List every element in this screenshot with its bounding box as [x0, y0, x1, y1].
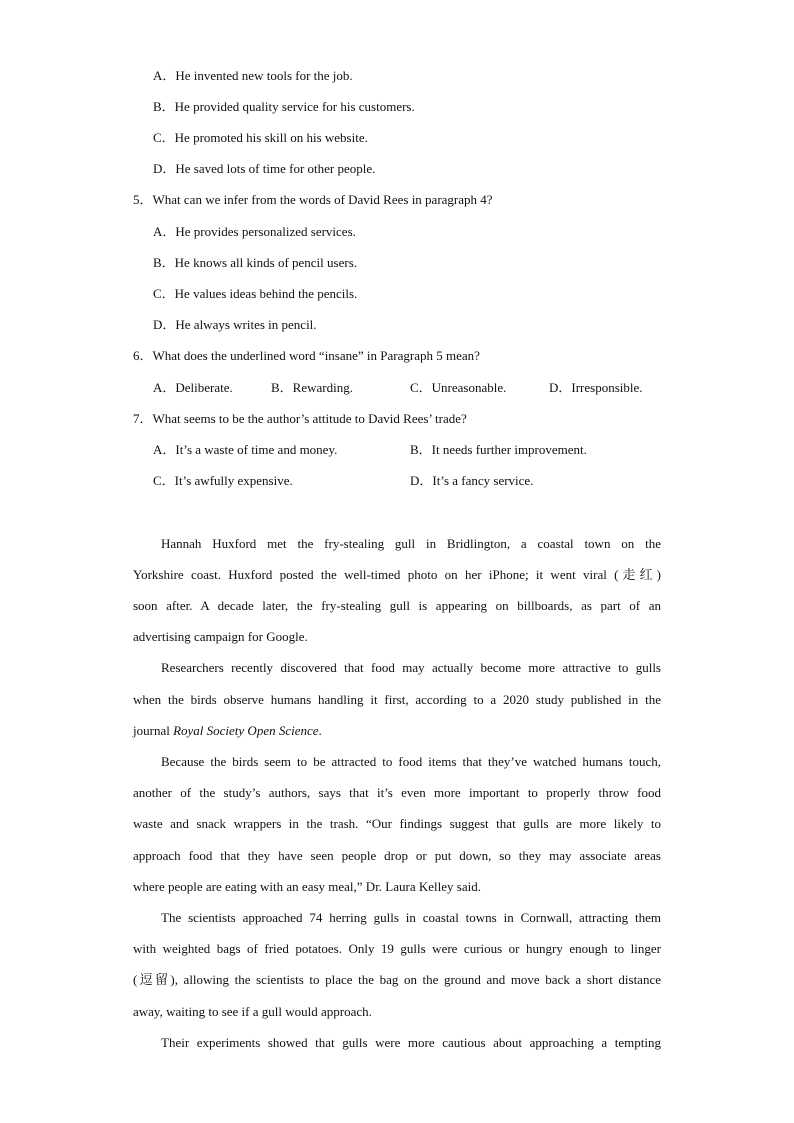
passage-line: Because the birds seem to be attracted to food items that they’ve watched humans touch, — [161, 754, 661, 769]
q4-option-d: D．He saved lots of time for other people. — [153, 161, 376, 176]
passage-line: with weighted bags of fried potatoes. Only 19 gulls were curious or hungry enough to linger — [133, 941, 661, 956]
q6-option-d: D．Irresponsible. — [549, 380, 643, 395]
q6-question: 6．What does the underlined word “insane” in Paragraph 5 mean? — [133, 348, 480, 363]
q6-option-a: A．Deliberate. — [153, 380, 233, 395]
passage-line: Hannah Huxford met the fry-stealing gull in Bridlington, a coastal town on the — [161, 536, 661, 551]
passage-line: The scientists approached 74 herring gulls in coastal towns in Cornwall, attracting them — [161, 910, 661, 925]
q5-option-d: D．He always writes in pencil. — [153, 317, 317, 332]
q6-option-c: C．Unreasonable. — [410, 380, 507, 395]
q6-option-b: B．Rewarding. — [271, 380, 353, 395]
q7-option-b: B．It needs further improvement. — [410, 442, 587, 457]
q4-option-a: A．He invented new tools for the job. — [153, 68, 353, 83]
passage-line: waste and snack wrappers in the trash. “Our findings suggest that gulls are more likely to — [133, 816, 661, 831]
q7-option-c: C．It’s awfully expensive. — [153, 473, 293, 488]
q4-option-c: C．He promoted his skill on his website. — [153, 130, 368, 145]
passage-line: away, waiting to see if a gull would approach. — [133, 1004, 372, 1019]
passage-line: another of the study’s authors, says that it’s even more important to properly throw food — [133, 785, 661, 800]
journal-title: Royal Society Open Science — [173, 723, 319, 738]
passage-line: approach food that they have seen people drop or put down, so they may associate areas — [133, 848, 661, 863]
passage-line: Researchers recently discovered that food may actually become more attractive to gulls — [161, 660, 661, 675]
journal-period: . — [318, 723, 322, 738]
passage-line: when the birds observe humans handling it first, according to a 2020 study published in the — [133, 692, 661, 707]
passage-line: Their experiments showed that gulls were more cautious about approaching a tempting — [161, 1035, 661, 1050]
q5-option-b: B．He knows all kinds of pencil users. — [153, 255, 358, 270]
q4-option-b: B．He provided quality service for his customers. — [153, 99, 415, 114]
passage-line: Yorkshire coast. Huxford posted the well-timed photo on her iPhone; it went viral (走红) — [133, 567, 661, 582]
journal-prefix: journal — [133, 723, 170, 738]
q7-option-d: D．It’s a fancy service. — [410, 473, 534, 488]
q5-option-a: A．He provides personalized services. — [153, 224, 356, 239]
passage-line — [133, 723, 661, 739]
passage-line: advertising campaign for Google. — [133, 629, 308, 644]
q7-option-a: A．It’s a waste of time and money. — [153, 442, 338, 457]
q5-option-c: C．He values ideas behind the pencils. — [153, 286, 358, 301]
passage-line: soon after. A decade later, the fry-stealing gull is appearing on billboards, as part of an — [133, 598, 661, 613]
q7-question: 7．What seems to be the author’s attitude to David Rees’ trade? — [133, 411, 467, 426]
passage-line: where people are eating with an easy meal,” Dr. Laura Kelley said. — [133, 879, 481, 894]
passage-line: (逗留), allowing the scientists to place the bag on the ground and move back a short distance — [133, 972, 661, 987]
q5-question: 5．What can we infer from the words of David Rees in paragraph 4? — [133, 192, 493, 207]
